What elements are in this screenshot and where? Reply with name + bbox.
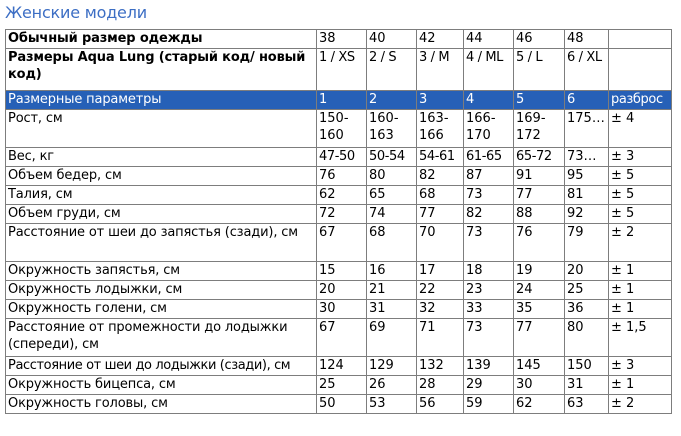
aqualung-size-label: Размеры Aqua Lung (старый код/ новый код) bbox=[6, 49, 317, 91]
row-label: Расстояние от шеи до запястья (сзади), см bbox=[6, 224, 317, 262]
table-row bbox=[6, 186, 672, 205]
row-label: Объем груди, см bbox=[6, 205, 317, 224]
row-value: 82 bbox=[464, 205, 514, 224]
row-spread: ± 4 bbox=[609, 110, 672, 148]
row-value: 73 bbox=[464, 319, 514, 357]
params-header-row bbox=[6, 91, 672, 110]
row-value: 166-170 bbox=[464, 110, 514, 148]
row-value: 30 bbox=[514, 376, 565, 395]
table-row bbox=[6, 376, 672, 395]
page-title: Женские модели bbox=[5, 3, 147, 22]
row-value: 132 bbox=[417, 357, 464, 376]
row-value: 17 bbox=[417, 262, 464, 281]
row-label: Окружность лодыжки, см bbox=[6, 281, 317, 300]
size-table bbox=[5, 29, 672, 414]
table-row bbox=[6, 281, 672, 300]
standard-size-cell: 40 bbox=[367, 30, 417, 49]
row-value: 81 bbox=[565, 186, 609, 205]
row-value: 18 bbox=[464, 262, 514, 281]
row-value: 20 bbox=[317, 281, 367, 300]
row-value: 76 bbox=[317, 167, 367, 186]
table-row bbox=[6, 110, 672, 148]
params-header-cell: 6 bbox=[565, 91, 609, 110]
row-value: 71 bbox=[417, 319, 464, 357]
row-value: 175… bbox=[565, 110, 609, 148]
row-value: 22 bbox=[417, 281, 464, 300]
row-value: 82 bbox=[417, 167, 464, 186]
standard-size-cell: 44 bbox=[464, 30, 514, 49]
standard-size-cell: 48 bbox=[565, 30, 609, 49]
row-value: 68 bbox=[417, 186, 464, 205]
row-spread: ± 2 bbox=[609, 224, 672, 262]
row-value: 19 bbox=[514, 262, 565, 281]
row-value: 15 bbox=[317, 262, 367, 281]
row-value: 169-172 bbox=[514, 110, 565, 148]
aqualung-size-cell: 3 / M bbox=[417, 49, 464, 91]
empty-cell bbox=[609, 49, 672, 91]
row-value: 77 bbox=[514, 319, 565, 357]
row-value: 59 bbox=[464, 395, 514, 414]
params-header-spread: разброс bbox=[609, 91, 672, 110]
params-header-cell: 4 bbox=[464, 91, 514, 110]
row-spread: ± 1 bbox=[609, 376, 672, 395]
row-value: 76 bbox=[514, 224, 565, 262]
row-value: 80 bbox=[367, 167, 417, 186]
params-header-cell: 2 bbox=[367, 91, 417, 110]
table-row bbox=[6, 148, 672, 167]
row-value: 31 bbox=[565, 376, 609, 395]
row-label: Окружность бицепса, см bbox=[6, 376, 317, 395]
row-label: Талия, см bbox=[6, 186, 317, 205]
aqualung-size-cell: 5 / L bbox=[514, 49, 565, 91]
row-value: 73 bbox=[464, 186, 514, 205]
row-label: Расстояние от промежности до лодыжки (спереди), см bbox=[6, 319, 317, 357]
row-value: 23 bbox=[464, 281, 514, 300]
row-value: 68 bbox=[367, 224, 417, 262]
row-label: Окружность головы, см bbox=[6, 395, 317, 414]
row-value: 92 bbox=[565, 205, 609, 224]
row-value: 26 bbox=[367, 376, 417, 395]
row-value: 50 bbox=[317, 395, 367, 414]
row-value: 29 bbox=[464, 376, 514, 395]
row-value: 62 bbox=[514, 395, 565, 414]
row-spread: ± 3 bbox=[609, 357, 672, 376]
row-value: 28 bbox=[417, 376, 464, 395]
row-value: 124 bbox=[317, 357, 367, 376]
row-label: Вес, кг bbox=[6, 148, 317, 167]
standard-size-label: Обычный размер одежды bbox=[6, 30, 317, 49]
row-value: 56 bbox=[417, 395, 464, 414]
row-value: 25 bbox=[565, 281, 609, 300]
row-value: 160-163 bbox=[367, 110, 417, 148]
row-value: 33 bbox=[464, 300, 514, 319]
table-row bbox=[6, 357, 672, 376]
row-label: Окружность запястья, см bbox=[6, 262, 317, 281]
standard-size-cell: 46 bbox=[514, 30, 565, 49]
params-header-label: Размерные параметры bbox=[6, 91, 317, 110]
row-label: Расстояние от шеи до лодыжки (сзади), см bbox=[6, 357, 317, 376]
row-value: 35 bbox=[514, 300, 565, 319]
row-value: 32 bbox=[417, 300, 464, 319]
row-value: 72 bbox=[317, 205, 367, 224]
row-value: 61-65 bbox=[464, 148, 514, 167]
row-value: 150 bbox=[565, 357, 609, 376]
standard-size-row bbox=[6, 30, 672, 49]
row-value: 67 bbox=[317, 319, 367, 357]
params-header-cell: 1 bbox=[317, 91, 367, 110]
row-value: 16 bbox=[367, 262, 417, 281]
row-spread: ± 1 bbox=[609, 300, 672, 319]
table-row bbox=[6, 167, 672, 186]
row-spread: ± 1 bbox=[609, 281, 672, 300]
row-value: 50-54 bbox=[367, 148, 417, 167]
row-value: 63 bbox=[565, 395, 609, 414]
row-value: 20 bbox=[565, 262, 609, 281]
row-value: 65-72 bbox=[514, 148, 565, 167]
row-value: 91 bbox=[514, 167, 565, 186]
row-value: 69 bbox=[367, 319, 417, 357]
aqualung-size-cell: 2 / S bbox=[367, 49, 417, 91]
row-value: 87 bbox=[464, 167, 514, 186]
row-value: 21 bbox=[367, 281, 417, 300]
row-value: 62 bbox=[317, 186, 367, 205]
params-header-cell: 3 bbox=[417, 91, 464, 110]
row-value: 47-50 bbox=[317, 148, 367, 167]
table-row bbox=[6, 395, 672, 414]
row-label: Окружность голени, см bbox=[6, 300, 317, 319]
row-value: 145 bbox=[514, 357, 565, 376]
row-value: 77 bbox=[514, 186, 565, 205]
row-value: 139 bbox=[464, 357, 514, 376]
row-spread: ± 5 bbox=[609, 167, 672, 186]
row-spread: ± 1 bbox=[609, 262, 672, 281]
aqualung-size-cell: 6 / XL bbox=[565, 49, 609, 91]
empty-cell bbox=[609, 30, 672, 49]
row-value: 31 bbox=[367, 300, 417, 319]
row-value: 73 bbox=[464, 224, 514, 262]
table-row bbox=[6, 319, 672, 357]
row-value: 54-61 bbox=[417, 148, 464, 167]
row-value: 25 bbox=[317, 376, 367, 395]
row-spread: ± 2 bbox=[609, 395, 672, 414]
row-spread: ± 5 bbox=[609, 186, 672, 205]
row-value: 80 bbox=[565, 319, 609, 357]
row-spread: ± 3 bbox=[609, 148, 672, 167]
table-row bbox=[6, 205, 672, 224]
row-value: 77 bbox=[417, 205, 464, 224]
table-row bbox=[6, 300, 672, 319]
row-value: 30 bbox=[317, 300, 367, 319]
row-spread: ± 1,5 bbox=[609, 319, 672, 357]
row-value: 70 bbox=[417, 224, 464, 262]
row-value: 36 bbox=[565, 300, 609, 319]
row-value: 24 bbox=[514, 281, 565, 300]
aqualung-size-cell: 4 / ML bbox=[464, 49, 514, 91]
row-label: Объем бедер, см bbox=[6, 167, 317, 186]
row-value: 67 bbox=[317, 224, 367, 262]
standard-size-cell: 42 bbox=[417, 30, 464, 49]
row-value: 95 bbox=[565, 167, 609, 186]
table-row bbox=[6, 224, 672, 262]
aqualung-size-row bbox=[6, 49, 672, 91]
row-value: 79 bbox=[565, 224, 609, 262]
aqualung-size-cell: 1 / XS bbox=[317, 49, 367, 91]
row-value: 73… bbox=[565, 148, 609, 167]
params-header-cell: 5 bbox=[514, 91, 565, 110]
row-value: 53 bbox=[367, 395, 417, 414]
row-spread: ± 5 bbox=[609, 205, 672, 224]
row-value: 88 bbox=[514, 205, 565, 224]
row-value: 163-166 bbox=[417, 110, 464, 148]
standard-size-cell: 38 bbox=[317, 30, 367, 49]
row-value: 74 bbox=[367, 205, 417, 224]
row-value: 129 bbox=[367, 357, 417, 376]
row-value: 150-160 bbox=[317, 110, 367, 148]
table-row bbox=[6, 262, 672, 281]
row-label: Рост, см bbox=[6, 110, 317, 148]
row-value: 65 bbox=[367, 186, 417, 205]
